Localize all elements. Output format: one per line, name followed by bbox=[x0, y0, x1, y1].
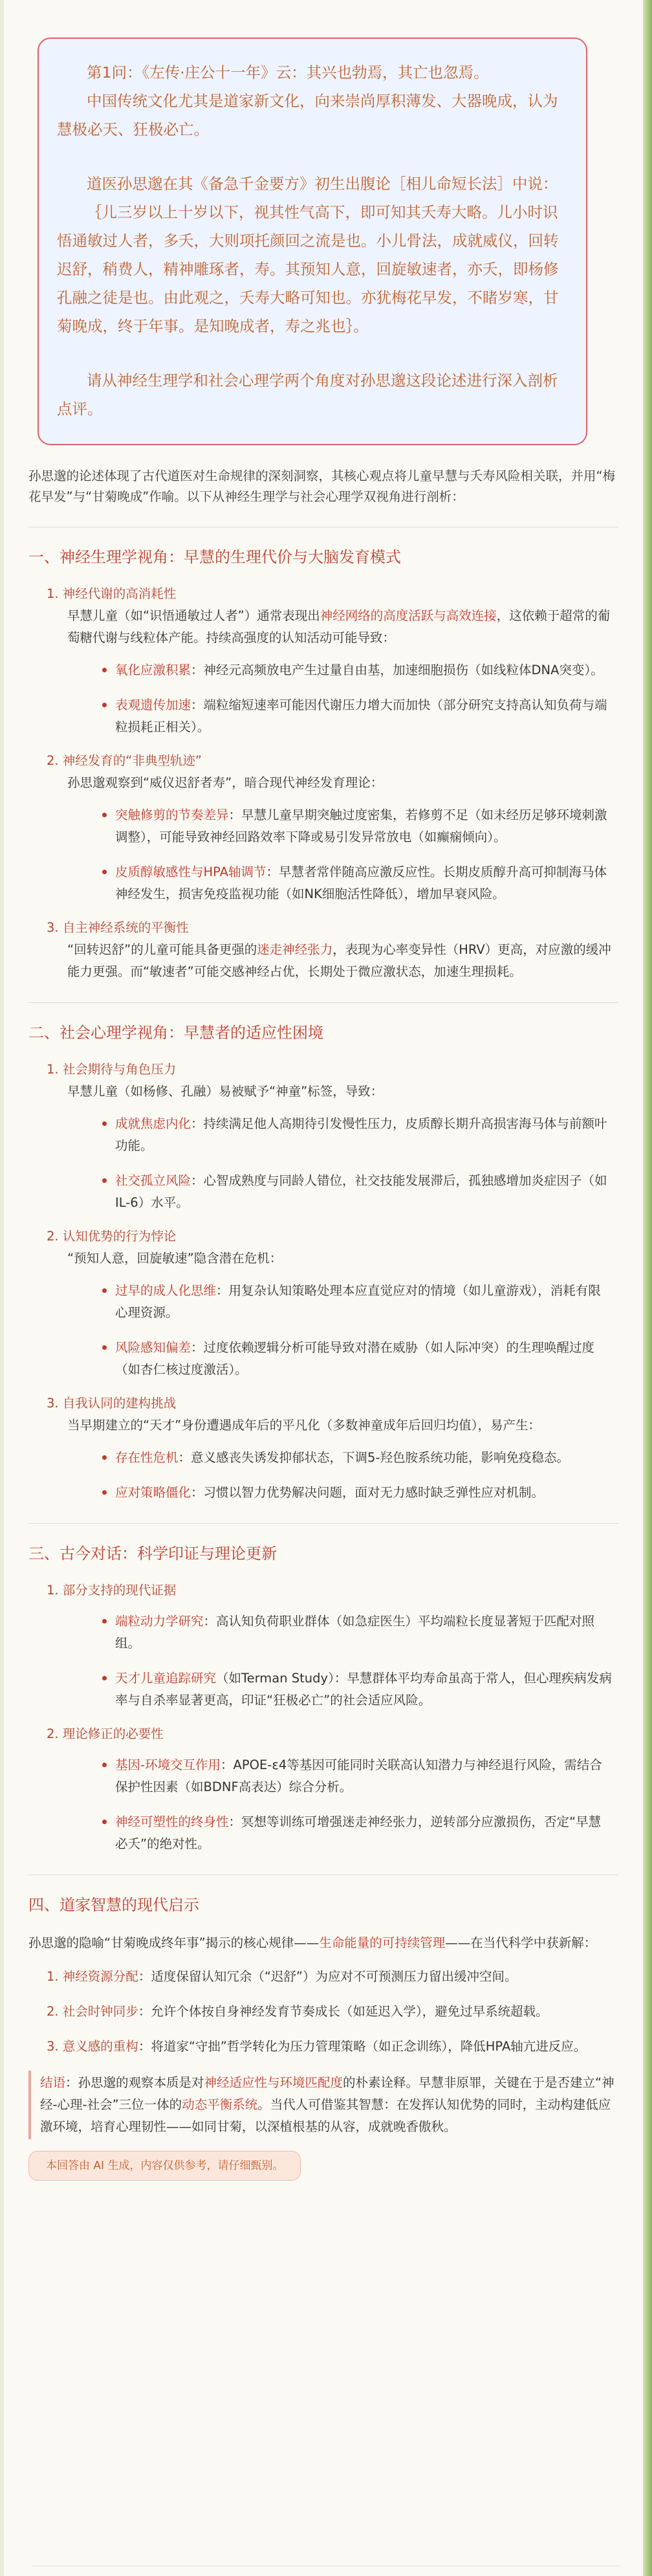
subsection-text bbox=[67, 605, 618, 649]
list-item bbox=[115, 1170, 618, 1214]
section-title: 二、社会心理学视角：早慧者的适应性困境 bbox=[28, 1024, 323, 1042]
question-quote: ｛儿三岁以上十岁以下，视其性气高下，即可知其夭寿大略。儿小时识悟通敏过人者，多夭，大则项托颜回之流是也。小儿骨法，成就威仪，回转迟舒，稍费人，精神雕琢者，寿。其预知人意，回旋敏速者，亦夭，即杨修孔融之徒是也。由此观之，夭寿大略可知也。亦犹梅花早发，不睹岁寒，甘菊晚成，终于年事。是知晚成者，寿之兆也｝。 bbox=[57, 203, 559, 335]
text: ：心智成熟度与同龄人错位，社交技能发展滞后，孤独感增加炎症因子（如IL-6）水平。 bbox=[115, 1173, 607, 1210]
left-rail bbox=[0, 0, 4, 2576]
subsection-title: 1. 神经代谢的高消耗性 bbox=[47, 586, 177, 601]
subsection bbox=[28, 1060, 618, 1214]
subsection-text: 当早期建立的“天才”身份遭遇成年后的平凡化（多数神童成年后回归均值），易产生： bbox=[67, 1418, 541, 1433]
content bbox=[28, 0, 618, 2181]
subsection-title: 1. 社会期待与角色压力 bbox=[47, 1062, 177, 1077]
list-item bbox=[115, 1337, 618, 1381]
text: ：早慧者常伴随高应激反应性。长期皮质醇升高可抑制海马体神经发生，损害免疫监视功能（如NK细胞活性降低），增加早衰风险。 bbox=[115, 864, 607, 901]
subsection-title: 2. 理论修正的必要性 bbox=[47, 1726, 164, 1741]
scrollbar[interactable] bbox=[643, 0, 652, 2576]
divider bbox=[28, 1523, 618, 1524]
term: 过早的成人化思维 bbox=[115, 1283, 217, 1298]
subsection-text: 早慧儿童（如杨修、孔融）易被赋予“神童”标签，导致： bbox=[67, 1084, 384, 1099]
term: 风险感知偏差 bbox=[115, 1340, 191, 1355]
subsection bbox=[28, 1581, 618, 1712]
text: ——在当代科学中获新解： bbox=[445, 1935, 597, 1950]
text: “回转迟舒”的儿童可能具备更强的 bbox=[67, 942, 257, 957]
list-item bbox=[115, 694, 618, 738]
subsection-title: 3. 自主神经系统的平衡性 bbox=[47, 920, 189, 935]
list-item bbox=[115, 1280, 618, 1324]
term: 皮质醇敏感性与HPA轴调节 bbox=[115, 864, 266, 879]
text: ：将道家“守拙”哲学转化为压力管理策略（如正念训练），降低HPA轴亢进反应。 bbox=[138, 2039, 587, 2054]
list-item bbox=[115, 1668, 618, 1712]
question-line: 中国传统文化尤其是道家新文化，向来崇尚厚积薄发、大器晚成，认为慧极必天、狂极必亡。 bbox=[57, 92, 558, 138]
list-item bbox=[115, 1447, 618, 1469]
list-item bbox=[115, 659, 618, 681]
question-box bbox=[38, 38, 587, 445]
subsection bbox=[28, 584, 618, 738]
conclusion bbox=[28, 2071, 618, 2139]
text: ：持续满足他人高期待引发慢性压力，皮质醇长期升高损害海马体与前额叶功能。 bbox=[115, 1116, 607, 1153]
list-item bbox=[115, 1754, 618, 1798]
term: 突触修剪的节奏差异 bbox=[115, 808, 229, 822]
highlight: 生命能量的可持续管理 bbox=[319, 1935, 446, 1950]
subsection bbox=[28, 1724, 618, 1855]
highlight: 迷走神经张力 bbox=[257, 942, 333, 957]
list-item bbox=[115, 804, 618, 848]
term: 成就焦虑内化 bbox=[115, 1116, 191, 1131]
term: 基因-环境交互作用 bbox=[115, 1757, 221, 1772]
highlight: 动态平衡系统 bbox=[182, 2097, 258, 2112]
text: ：用复杂认知策略处理本应直觉应对的情境（如儿童游戏），消耗有限心理资源。 bbox=[115, 1283, 601, 1320]
subsection-title: 1. 部分支持的现代证据 bbox=[47, 1583, 177, 1598]
subsection-text bbox=[67, 939, 618, 983]
question-line: 第1问：《左传·庄公十一年》云：其兴也勃焉，其亡也忽焉。 bbox=[87, 63, 489, 82]
list-item bbox=[47, 2001, 618, 2023]
text: ：神经元高频放电产生过量自由基，加速细胞损伤（如线粒体DNA突变）。 bbox=[191, 663, 603, 677]
text: ：孙思邈的观察本质是对 bbox=[65, 2075, 204, 2090]
text: ：端粒缩短速率可能因代谢压力增大而加快（部分研究支持高认知负荷与端粒损耗正相关）。 bbox=[115, 698, 607, 734]
ai-disclaimer-badge: 本回答由 AI 生成，内容仅供参考，请仔细甄别。 bbox=[28, 2151, 301, 2181]
term: 神经可塑性的终身性 bbox=[115, 1814, 229, 1829]
subsection-title: 3. 自我认同的建构挑战 bbox=[47, 1396, 177, 1411]
item-label: 1. 神经资源分配 bbox=[47, 1969, 138, 1984]
text: ：过度依赖逻辑分析可能导致对潜在威胁（如人际冲突）的生理唤醒过度（如杏仁核过度激活）。 bbox=[115, 1340, 595, 1377]
list-item bbox=[115, 1482, 618, 1504]
term: 存在性危机 bbox=[115, 1450, 179, 1465]
list-item bbox=[115, 1811, 618, 1855]
section-text bbox=[28, 1932, 618, 1954]
text: ：冥想等训练可增强迷走神经张力，逆转部分应激损伤，否定“早慧必夭”的绝对性。 bbox=[115, 1814, 602, 1851]
subsection bbox=[28, 751, 618, 905]
list-item bbox=[115, 1113, 618, 1157]
term: 社交孤立风险 bbox=[115, 1173, 191, 1188]
question-line: 道医孙思邈在其《备急千金要方》初生出腹论［相儿命短长法］中说： bbox=[87, 175, 558, 193]
section-title: 三、古今对话：科学印证与理论更新 bbox=[28, 1545, 277, 1563]
term: 天才儿童追踪研究 bbox=[115, 1671, 217, 1686]
term: 氧化应激积累 bbox=[115, 663, 191, 677]
text: ，这依赖于超常的葡萄糖代谢与线粒体产能。持续高强度的认知活动可能导致： bbox=[67, 608, 611, 645]
text: ：允许个体按自身神经发育节奏成长（如延迟入学），避免过早系统超载。 bbox=[138, 2004, 549, 2019]
item-label: 3. 意义感的重构 bbox=[47, 2039, 138, 2054]
subsection-text: “预知人意，回旋敏速”隐含潜在危机： bbox=[67, 1251, 283, 1266]
subsection bbox=[28, 1227, 618, 1381]
text: （如Terman Study）：早慧群体平均寿命虽高于常人，但心理疾病发病率与自杀率显著更高，印证“狂极必亡”的社会适应风险。 bbox=[115, 1671, 612, 1708]
term: 表观遗传加速 bbox=[115, 698, 191, 712]
text: ：高认知负荷职业群体（如急症医生）平均端粒长度显著短于匹配对照组。 bbox=[115, 1614, 595, 1651]
text: ：早慧儿童早期突触过度密集，若修剪不足（如未经历足够环境刺激调整），可能导致神经回路效率下降或易引发异常放电（如癫痫倾向）。 bbox=[115, 808, 607, 844]
divider bbox=[28, 1002, 618, 1003]
section-title: 一、神经生理学视角：早慧的生理代价与大脑发育模式 bbox=[28, 548, 401, 566]
item-label: 2. 社会时钟同步 bbox=[47, 2004, 138, 2019]
highlight: 神经网络的高度活跃与高效连接 bbox=[320, 608, 497, 623]
text: ：习惯以智力优势解决问题，面对无力感时缺乏弹性应对机制。 bbox=[191, 1485, 545, 1500]
text: 的朴素诠释。早慧非原罪，关键在于是否建立“神经-心理-社会”三位一体的 bbox=[40, 2075, 614, 2112]
list-item bbox=[47, 1966, 618, 1988]
text: ：适度保留认知冗余（“迟舒”）为应对不可预测压力留出缓冲空间。 bbox=[138, 1969, 517, 1984]
term: 端粒动力学研究 bbox=[115, 1614, 204, 1629]
question-line: 请从神经生理学和社会心理学两个角度对孙思邈这段论述进行深入剖析点评。 bbox=[57, 371, 558, 418]
list-item bbox=[115, 861, 618, 905]
list-item bbox=[115, 1611, 618, 1655]
text: 。当代人可借鉴其智慧：在发挥认知优势的同时，主动构建低应激环境，培育心理韧性——如同甘菊，以深植根基的从容，成就晚香傲秋。 bbox=[40, 2097, 611, 2134]
conclusion-label: 结语 bbox=[40, 2075, 66, 2090]
subsection bbox=[28, 918, 618, 983]
intro-text: 孙思邈的论述体现了古代道医对生命规律的深刻洞察，其核心观点将儿童早慧与夭寿风险相关联，并用“梅花早发”与“甘菊晚成”作喻。以下从神经生理学与社会心理学双视角进行剖析： bbox=[28, 468, 616, 504]
text: 早慧儿童（如“识悟通敏过人者”）通常表现出 bbox=[67, 608, 320, 623]
highlight: 神经适应性与环境匹配度 bbox=[204, 2075, 343, 2090]
subsection bbox=[28, 1394, 618, 1504]
text: ：意义感丧失诱发抑郁状态，下调5-羟色胺系统功能，影响免疫稳态。 bbox=[178, 1450, 569, 1465]
section-title: 四、道家智慧的现代启示 bbox=[28, 1896, 199, 1914]
subsection-text: 孙思邈观察到“威仪迟舒者寿”，暗合现代神经发育理论： bbox=[67, 775, 384, 790]
text: ，表现为心率变异性（HRV）更高，对应激的缓冲能力更强。而“敏速者”可能交感神经占优，长期处于微应激状态，加速生理损耗。 bbox=[67, 942, 611, 979]
text: 孙思邈的隐喻“甘菊晚成终年事”揭示的核心规律—— bbox=[28, 1935, 320, 1950]
list-item bbox=[47, 2036, 618, 2058]
subsection-title: 2. 认知优势的行为悖论 bbox=[47, 1229, 177, 1244]
text: ：APOE-ε4等基因可能同时关联高认知潜力与神经退行风险，需结合保护性因素（如BDNF高表达）综合分析。 bbox=[115, 1757, 602, 1794]
subsection-title: 2. 神经发育的“非典型轨迹” bbox=[47, 753, 202, 768]
term: 应对策略僵化 bbox=[115, 1485, 191, 1500]
